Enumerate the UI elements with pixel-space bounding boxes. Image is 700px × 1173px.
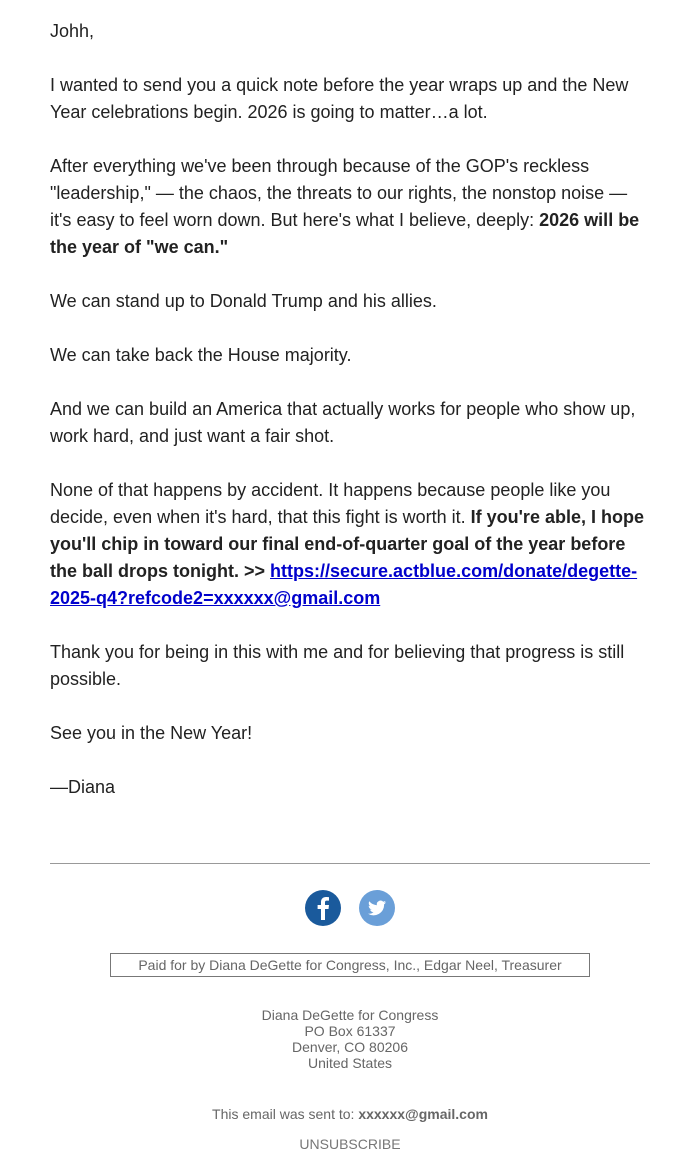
paragraph: We can stand up to Donald Trump and his allies.: [50, 291, 437, 311]
facebook-icon[interactable]: [305, 890, 341, 926]
paragraph: I wanted to send you a quick note before the year wraps up and the New Year celebrations begin. 2026 is going to matter…a lot.: [50, 75, 629, 122]
greeting: Johh,: [50, 21, 95, 41]
paragraph: See you in the New Year!: [50, 723, 253, 743]
sent-to-label: This email was sent to:: [212, 1106, 359, 1122]
paragraph: [50, 477, 650, 612]
address-line: United States: [307, 1055, 393, 1071]
sent-to-notice: [0, 1106, 700, 1122]
paragraph-bold: If you're able, I hope you'll chip in toward our final end-of-quarter goal of the year before the ball drops tonight. >>: [50, 507, 644, 581]
paragraph: And we can build an America that actually works for people who show up, work hard, and just want a fair shot.: [50, 399, 636, 446]
social-links: [0, 890, 700, 926]
paragraph-text: None of that happens by accident. It happens because people like you decide, even when it's hard, that this fight is worth it.: [50, 480, 611, 527]
address-line: PO Box 61337: [304, 1023, 396, 1039]
sent-to-email: xxxxxx@gmail.com: [358, 1106, 488, 1122]
twitter-icon[interactable]: [359, 890, 395, 926]
signature: —Diana: [50, 777, 116, 797]
paragraph: We can take back the House majority.: [50, 345, 352, 365]
address-line: Denver, CO 80206: [292, 1039, 408, 1055]
paragraph: [50, 153, 650, 261]
paragraph: Thank you for being in this with me and for believing that progress is still possible.: [50, 642, 625, 689]
footer: [0, 890, 700, 1154]
paid-for-disclaimer: Paid for by Diana DeGette for Congress, Inc., Edgar Neel, Treasurer: [110, 953, 590, 977]
unsubscribe-link[interactable]: UNSUBSCRIBE: [299, 1136, 401, 1152]
mailing-address: [0, 1007, 700, 1071]
address-line: Diana DeGette for Congress: [261, 1007, 439, 1023]
donate-link[interactable]: https://secure.actblue.com/donate/degette-2025-q4?refcode2=xxxxxx@gmail.com: [50, 561, 638, 608]
divider: [50, 863, 650, 864]
paragraph-bold: 2026 will be the year of "we can.": [50, 210, 640, 257]
paragraph-text: After everything we've been through because of the GOP's reckless "leadership," — the chaos, the threats to our rights, the nonstop noise — it's easy to feel worn down. But here's what I believe, deeply:: [50, 156, 628, 230]
